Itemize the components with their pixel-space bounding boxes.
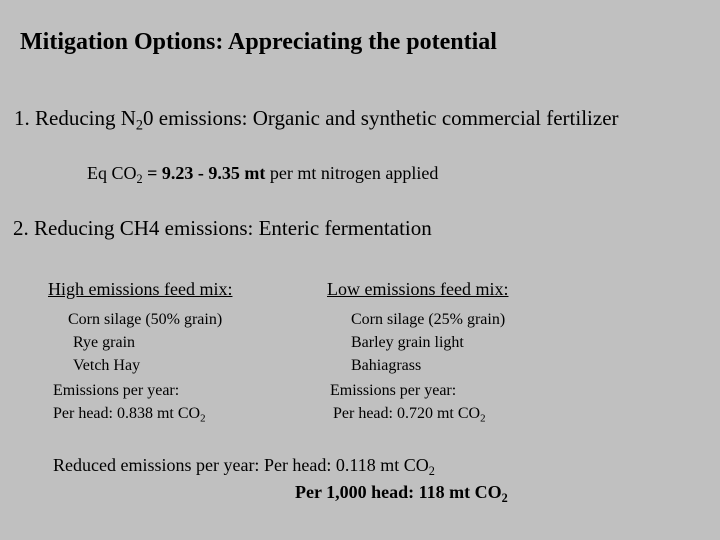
- high-per-head-text: Per head: 0.838 mt CO: [53, 405, 201, 422]
- eq-value: = 9.23 - 9.35 mt: [142, 163, 266, 183]
- eq-subscript: 2: [136, 171, 143, 186]
- item-1-subscript: 2: [135, 117, 144, 134]
- reduced-emissions-line: [53, 455, 435, 476]
- high-per-head-subscript: 2: [200, 412, 206, 425]
- high-emissions-label: Emissions per year:: [53, 382, 180, 399]
- high-feed-item: Vetch Hay: [73, 357, 141, 374]
- eq-suffix: per mt nitrogen applied: [265, 163, 439, 183]
- high-feed-item: Rye grain: [73, 334, 136, 351]
- eq-prefix: Eq CO: [87, 163, 137, 183]
- low-feed-item: Corn silage (25% grain): [351, 311, 506, 328]
- low-feed-item: Bahiagrass: [351, 357, 422, 374]
- item-2-heading: 2. Reducing CH4 emissions: Enteric fermentation: [13, 216, 432, 240]
- slide-title: Mitigation Options: Appreciating the potential: [20, 29, 497, 55]
- high-per-head: [53, 405, 206, 423]
- low-emissions-label: Emissions per year:: [330, 382, 457, 399]
- item-1-prefix: 1. Reducing N: [14, 106, 136, 130]
- item-1-suffix: 0 emissions: Organic and synthetic commercial fertilizer: [143, 106, 619, 130]
- low-emissions-heading: Low emissions feed mix:: [327, 279, 509, 299]
- equivalent-co2-line: [87, 163, 438, 184]
- low-per-head-subscript: 2: [480, 412, 486, 425]
- high-emissions-heading: High emissions feed mix:: [48, 279, 233, 299]
- per-1000-head-line: [295, 482, 508, 503]
- low-feed-item: Barley grain light: [351, 334, 464, 351]
- high-feed-item: Corn silage (50% grain): [68, 311, 223, 328]
- low-per-head-text: Per head: 0.720 mt CO: [333, 405, 481, 422]
- reduced-subscript: 2: [428, 463, 435, 478]
- low-per-head: [333, 405, 486, 423]
- item-1-heading: [14, 106, 619, 134]
- per-1000-subscript: 2: [501, 490, 508, 505]
- per-1000-text: Per 1,000 head: 118 mt CO: [295, 482, 502, 502]
- reduced-text: Reduced emissions per year: Per head: 0.118 mt CO: [53, 455, 429, 475]
